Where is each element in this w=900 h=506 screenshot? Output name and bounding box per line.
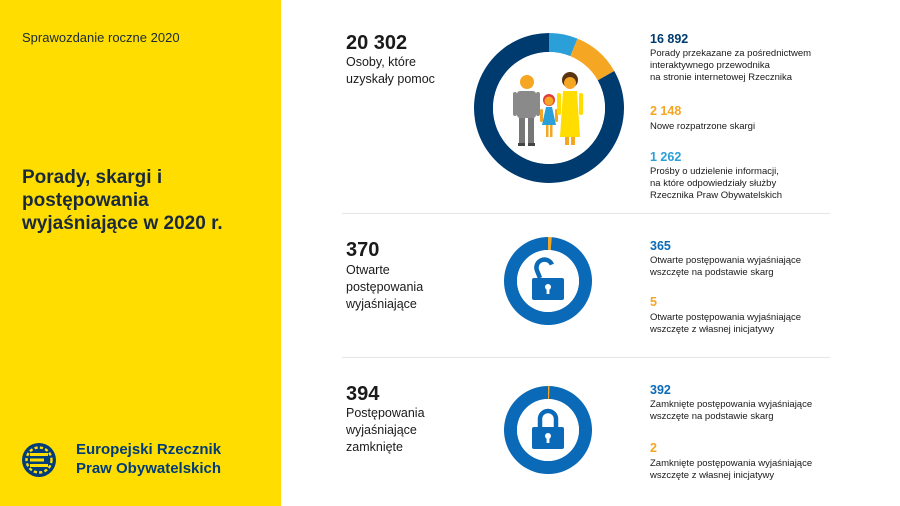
open-total-label: Otwarte postępowania wyjaśniające [346,263,424,311]
open-stat-desc-1: Otwarte postępowania wyjaśniające wszczęte na podstawie skarg [650,255,802,278]
help-donut-chart [474,33,624,183]
closed-total-label: Postępowania wyjaśniające zamknięte [346,406,425,454]
help-stat-value-2: 2 148 [650,104,682,118]
page-title: Porady, skargi i postępowania wyjaśniające w 2020 r. [22,167,223,234]
open-stat-value-1: 365 [650,239,671,253]
help-total: 20 302 [346,32,408,54]
sidebar [0,0,281,506]
ombudsman-logo-icon [20,441,58,479]
closed-stat-desc-2: Zamknięte postępowania wyjaśniające wszczęte z własnej inicjatywy [650,458,813,481]
help-total-label: Osoby, które uzyskały pomoc [346,55,435,86]
open-stat-desc-2: Otwarte postępowania wyjaśniające wszczęte z własnej inicjatywy [650,312,802,335]
section-divider [342,357,830,358]
closed-stat-value-1: 392 [650,383,671,397]
section-divider [342,213,830,214]
help-stat-value-3: 1 262 [650,150,682,164]
closed-donut-chart [504,386,592,474]
closed-total: 394 [346,383,380,405]
closed-stat-desc-1: Zamknięte postępowania wyjaśniające wszczęte na podstawie skarg [650,399,813,422]
report-label: Sprawozdanie roczne 2020 [22,30,180,45]
help-stat-desc-2: Nowe rozpatrzone skargi [650,121,756,132]
logo-text: Europejski Rzecznik Praw Obywatelskich [76,441,222,477]
open-total: 370 [346,239,380,261]
help-stat-desc-1: Porady przekazane za pośrednictwem interaktywnego przewodnika na stronie internetowej Rzecznika [650,48,812,83]
help-stat-desc-3: Prośby o udzielenie informacji, na które odpowiedziały służby Rzecznika Praw Obywatelskich [650,166,782,201]
open-stat-value-2: 5 [650,295,657,309]
help-stat-value-1: 16 892 [650,32,689,46]
closed-stat-value-2: 2 [650,441,657,455]
open-donut-chart [504,237,592,325]
